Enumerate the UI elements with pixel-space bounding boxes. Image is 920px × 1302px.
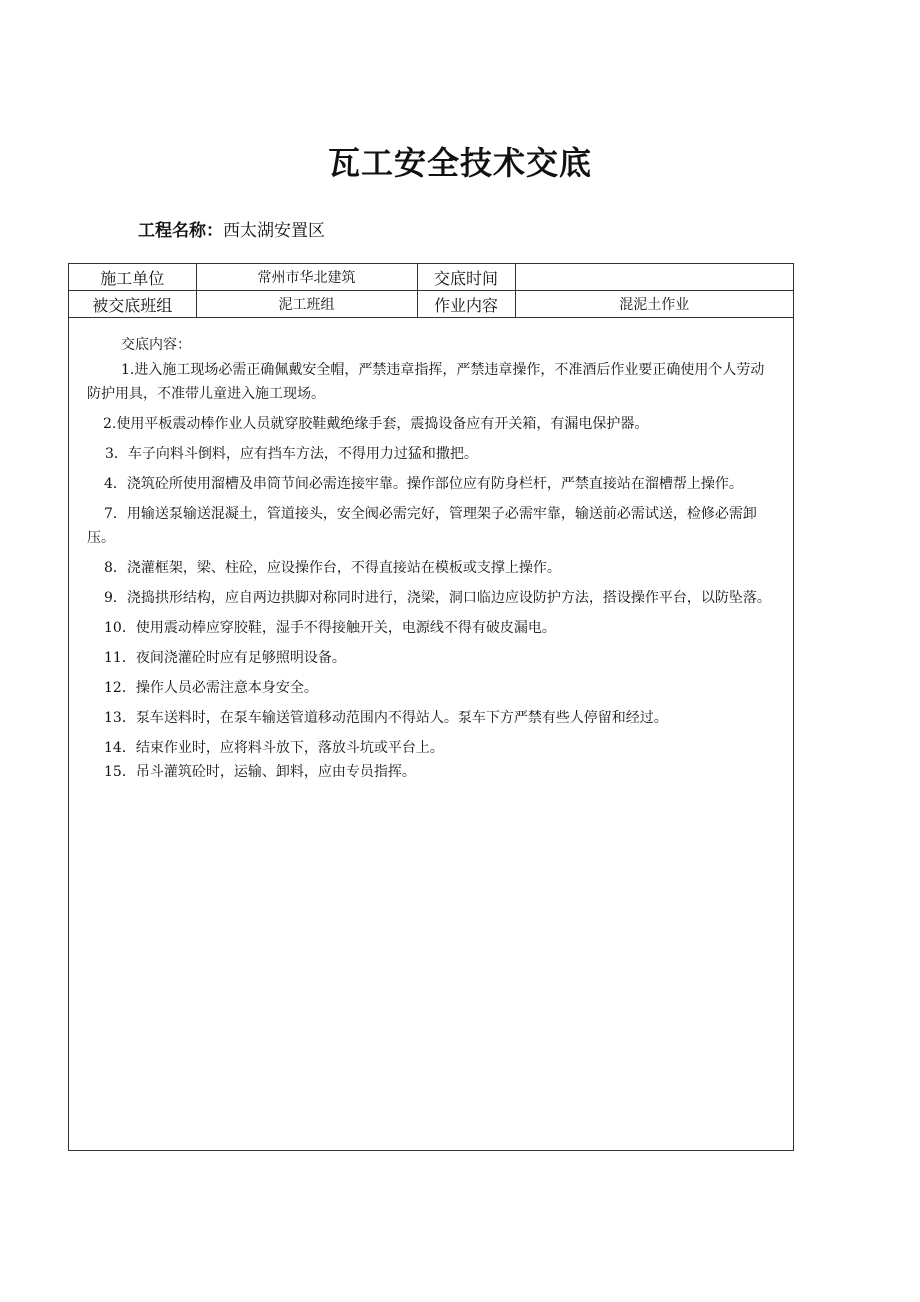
- list-item: 7．用输送泵输送混凝土，管道接头，安全阀必需完好，管理架子必需牢靠，输送前必需试送，检修必需卸压。: [87, 506, 757, 546]
- disclosure-time-label: 交底时间: [417, 264, 515, 291]
- project-name-value: 西太湖安置区: [223, 221, 325, 241]
- list-item: 13．泵车送料时，在泵车输送管道移动范围内不得站人。泵车下方严禁有些人停留和经过。: [104, 710, 668, 726]
- list-item: 3．车子向料斗倒料，应有挡车方法，不得用力过猛和撒把。: [105, 446, 478, 462]
- disclosure-content: [69, 318, 793, 784]
- list-item: 8．浇灌框架，梁、柱砼，应设操作台，不得直接站在模板或支撑上操作。: [104, 560, 561, 576]
- info-table: [69, 264, 793, 318]
- content-heading: 交底内容：: [121, 337, 191, 353]
- list-item: 12．操作人员必需注意本身安全。: [104, 680, 318, 696]
- construction-unit-value: 常州市华北建筑: [196, 264, 417, 291]
- list-item: 1.进入施工现场必需正确佩戴安全帽，严禁违章指挥，严禁违章操作，不准酒后作业要正确使用个人劳动防护用具，不准带儿童进入施工现场。: [87, 362, 765, 402]
- list-item: 11．夜间浇灌砼时应有足够照明设备。: [104, 650, 346, 666]
- list-item: 9．浇捣拱形结构，应自两边拱脚对称同时进行，浇梁，洞口临边应设防护方法，搭设操作平台，以防坠落。: [104, 590, 771, 606]
- construction-unit-label: 施工单位: [69, 264, 196, 291]
- list-item: 4．浇筑砼所使用溜槽及串筒节间必需连接牢靠。操作部位应有防身栏杆，严禁直接站在溜槽帮上操作。: [104, 476, 743, 492]
- table-row: [69, 264, 793, 291]
- list-item: 2.使用平板震动棒作业人员就穿胶鞋戴绝缘手套，震捣设备应有开关箱，有漏电保护器。: [103, 416, 649, 432]
- project-name-line: [138, 216, 325, 241]
- table-row: [69, 291, 793, 318]
- project-name-label: 工程名称：: [138, 221, 223, 241]
- team-label: 被交底班组: [69, 291, 196, 318]
- disclosure-form: [68, 263, 794, 1151]
- team-value: 泥工班组: [196, 291, 417, 318]
- list-item: 14．结束作业时，应将料斗放下，落放斗坑或平台上。: [104, 740, 444, 756]
- document-title: 瓦工安全技术交底: [327, 144, 592, 182]
- list-item: 15．吊斗灌筑砼时，运输、卸料，应由专员指挥。: [104, 764, 416, 780]
- work-content-value: 混泥土作业: [515, 291, 793, 318]
- disclosure-time-value: [515, 264, 793, 291]
- work-content-label: 作业内容: [417, 291, 515, 318]
- list-item: 10．使用震动棒应穿胶鞋，湿手不得接触开关，电源线不得有破皮漏电。: [104, 620, 556, 636]
